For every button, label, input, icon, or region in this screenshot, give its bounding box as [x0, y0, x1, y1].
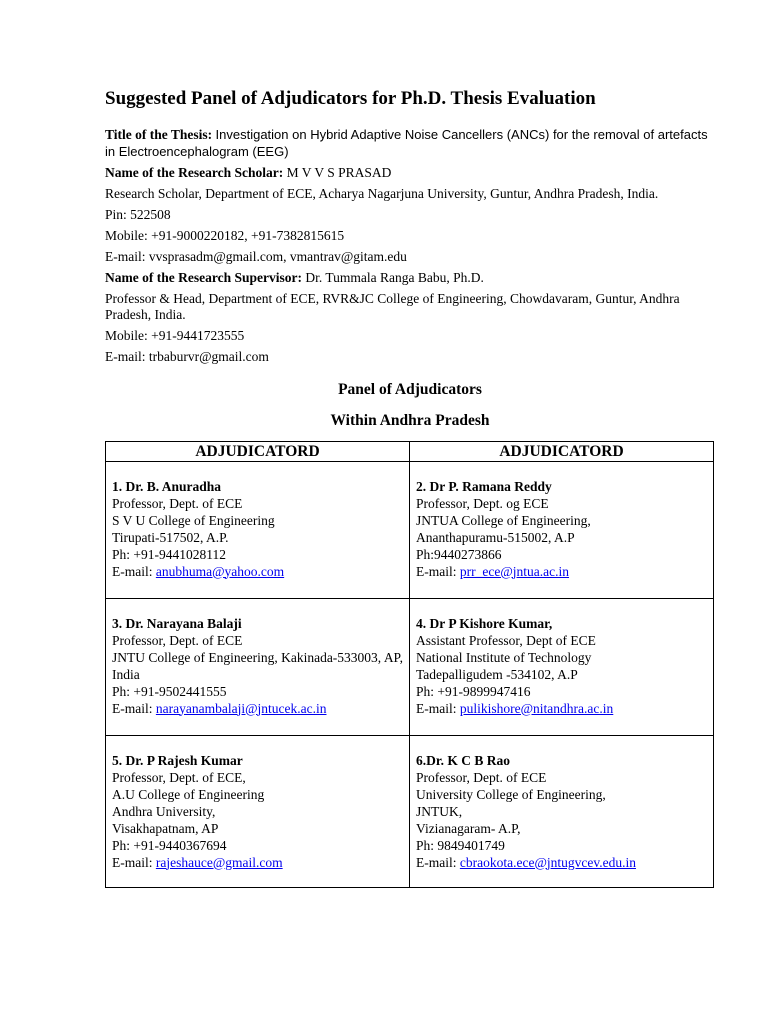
adjudicator-detail: Tirupati-517502, A.P. [112, 529, 229, 545]
adjudicator-detail: Ph: 9849401749 [416, 837, 505, 853]
adjudicator-detail: Assistant Professor, Dept of ECE [416, 632, 596, 648]
adjudicator-cell [410, 461, 714, 598]
adjudicator-detail: Professor, Dept. of ECE [112, 632, 243, 648]
adjudicator-name: 2. Dr P. Ramana Reddy [416, 478, 552, 494]
adjudicator-detail: Ph: +91-9899947416 [416, 683, 531, 699]
supervisor-mobile: Mobile: +91-9441723555 [105, 328, 245, 343]
adjudicator-detail: University College of Engineering, [416, 786, 606, 802]
adjudicator-cell [106, 735, 410, 887]
adjudicator-detail: A.U College of Engineering [112, 786, 265, 802]
table-body [106, 461, 714, 887]
email-prefix: E-mail: [416, 700, 460, 716]
table-row [106, 735, 714, 887]
adjudicator-detail: Professor, Dept. of ECE [416, 769, 547, 785]
adjudicator-email-line [416, 563, 707, 580]
adjudicator-detail: Andhra University, [112, 803, 216, 819]
adjudicator-cell [410, 735, 714, 887]
adjudicator-detail: Tadepalligudem -534102, A.P [416, 666, 578, 682]
table-header-cell: ADJUDICATORD [106, 441, 410, 461]
adjudicators-table [105, 441, 714, 888]
adjudicator-detail: JNTU College of Engineering, Kakinada-533003, AP, India [112, 649, 403, 682]
email-prefix: E-mail: [112, 854, 156, 870]
table-row [106, 461, 714, 598]
adjudicator-detail: Ph: +91-9502441555 [112, 683, 227, 699]
adjudicator-detail: Ph: +91-9440367694 [112, 837, 227, 853]
document-content [105, 86, 715, 888]
supervisor-email: E-mail: trbaburvr@gmail.com [105, 349, 269, 364]
email-prefix: E-mail: [416, 563, 460, 579]
adjudicator-email-link[interactable]: pulikishore@nitandhra.ac.in [459, 700, 614, 716]
adjudicator-detail: JNTUK, [416, 803, 463, 819]
adjudicator-email-link[interactable]: prr_ece@jntua.ac.in [459, 563, 570, 579]
thesis-title-value: Investigation on Hybrid Adaptive Noise Cancellers (ANCs) for the removal of artefacts in Electroencephalogram (EEG) [105, 127, 708, 159]
adjudicator-detail: Vizianagaram- A.P, [416, 820, 521, 836]
adjudicator-email-line [112, 854, 403, 871]
adjudicator-detail: Professor, Dept. og ECE [416, 495, 549, 511]
adjudicator-detail: Professor, Dept. of ECE, [112, 769, 246, 785]
adjudicator-name: 3. Dr. Narayana Balaji [112, 615, 242, 631]
document-title: Suggested Panel of Adjudicators for Ph.D. Thesis Evaluation [105, 88, 596, 109]
panel-heading: Panel of Adjudicators [338, 380, 482, 398]
scholar-email: E-mail: vvsprasadm@gmail.com, vmantrav@gitam.edu [105, 248, 407, 264]
adjudicator-name: 5. Dr. P Rajesh Kumar [112, 752, 243, 768]
adjudicator-email-line [112, 700, 403, 717]
email-prefix: E-mail: [416, 854, 460, 870]
adjudicator-detail: Ph: +91-9441028112 [112, 546, 226, 562]
adjudicator-email-link[interactable]: anubhuma@yahoo.com [155, 563, 285, 579]
table-header-cell: ADJUDICATORD [410, 441, 714, 461]
scholar-mobile: Mobile: +91-9000220182, +91-7382815615 [105, 227, 345, 243]
adjudicator-email-line [416, 700, 707, 717]
adjudicator-detail: S V U College of Engineering [112, 512, 275, 528]
adjudicator-detail: Ananthapuramu-515002, A.P [416, 529, 575, 545]
scholar-affiliation: Research Scholar, Department of ECE, Acharya Nagarjuna University, Guntur, Andhra Pradesh, India. [105, 185, 659, 201]
adjudicator-email-line [112, 563, 403, 580]
thesis-title-label: Title of the Thesis: [105, 127, 213, 142]
adjudicator-detail: National Institute of Technology [416, 649, 592, 665]
region-heading: Within Andhra Pradesh [330, 411, 490, 429]
adjudicator-email-link[interactable]: rajeshauce@gmail.com [155, 854, 283, 870]
adjudicator-name: 4. Dr P Kishore Kumar, [416, 615, 553, 631]
email-prefix: E-mail: [112, 563, 156, 579]
adjudicator-name: 1. Dr. B. Anuradha [112, 478, 222, 494]
adjudicator-cell [410, 598, 714, 735]
supervisor-name-label: Name of the Research Supervisor: [105, 269, 302, 285]
table-row [106, 598, 714, 735]
supervisor-name-value: Dr. Tummala Ranga Babu, Ph.D. [305, 269, 484, 285]
table-header-row [106, 441, 714, 461]
scholar-name-label: Name of the Research Scholar: [105, 164, 284, 180]
scholar-name-line [105, 165, 715, 182]
scholar-name-value: M V V S PRASAD [286, 164, 392, 180]
email-prefix: E-mail: [112, 700, 156, 716]
adjudicator-detail: Professor, Dept. of ECE [112, 495, 243, 511]
thesis-title-line [105, 127, 715, 160]
adjudicator-detail: Visakhapatnam, AP [112, 820, 219, 836]
adjudicator-detail: JNTUA College of Engineering, [416, 512, 591, 528]
adjudicator-email-link[interactable]: narayanambalaji@jntucek.ac.in [155, 700, 327, 716]
adjudicator-cell [106, 598, 410, 735]
adjudicator-email-link[interactable]: cbraokota.ece@jntugvcev.edu.in [459, 854, 636, 870]
adjudicator-email-line [416, 854, 707, 871]
supervisor-name-line [105, 270, 715, 287]
scholar-pin: Pin: 522508 [105, 206, 171, 222]
adjudicator-detail: Ph:9440273866 [416, 546, 502, 562]
supervisor-affiliation: Professor & Head, Department of ECE, RVR&JC College of Engineering, Chowdavaram, Guntur, Andhra Pradesh, India. [105, 290, 680, 322]
adjudicator-name: 6.Dr. K C B Rao [416, 752, 511, 768]
adjudicator-cell [106, 461, 410, 598]
